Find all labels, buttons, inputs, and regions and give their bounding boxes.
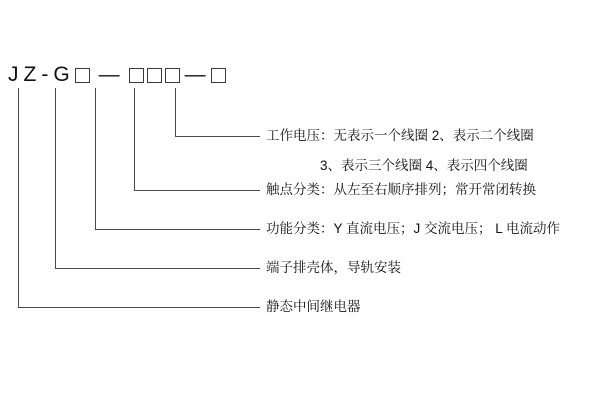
leader-line-product-vertical <box>18 88 19 307</box>
model-code <box>8 62 226 88</box>
callout-working-voltage-line1: 工作电压：无表示一个线圈 2、表示二个线圈 <box>266 128 534 143</box>
callout-terminal-housing: 端子排壳体，导轨安装 <box>266 260 401 275</box>
leader-line-working-voltage-horizontal <box>175 136 260 137</box>
callout-working-voltage-line2: 3、表示三个线圈 4、表示四个线圈 <box>320 158 528 173</box>
code-dash-2: — <box>98 63 120 86</box>
leader-line-contact-horizontal <box>134 190 260 191</box>
code-char-z: Z <box>23 63 37 86</box>
callout-product-name: 静态中间继电器 <box>266 299 361 314</box>
code-box-voltage <box>75 68 90 83</box>
leader-line-terminal-vertical <box>55 88 56 268</box>
code-char-j: J <box>8 63 19 86</box>
callout-contact-classification: 触点分类：从左至右顺序排列；常开常闭转换 <box>266 182 536 197</box>
leader-line-product-horizontal <box>18 307 260 308</box>
leader-line-terminal-horizontal <box>55 268 260 269</box>
code-box-contact-1 <box>129 68 144 83</box>
code-dash-1: - <box>41 63 49 86</box>
callout-function-classification: 功能分类：Y 直流电压；J 交流电压； L 电流动作 <box>266 221 561 236</box>
code-dash-3: — <box>184 63 206 86</box>
code-char-g: G <box>53 63 70 86</box>
leader-line-working-voltage-vertical <box>175 88 176 136</box>
leader-line-function-horizontal <box>95 229 260 230</box>
code-box-contact-2 <box>147 68 162 83</box>
code-box-contact-3 <box>165 68 180 83</box>
leader-line-contact-vertical <box>134 88 135 190</box>
leader-line-function-vertical <box>95 88 96 229</box>
code-box-suffix <box>211 68 226 83</box>
